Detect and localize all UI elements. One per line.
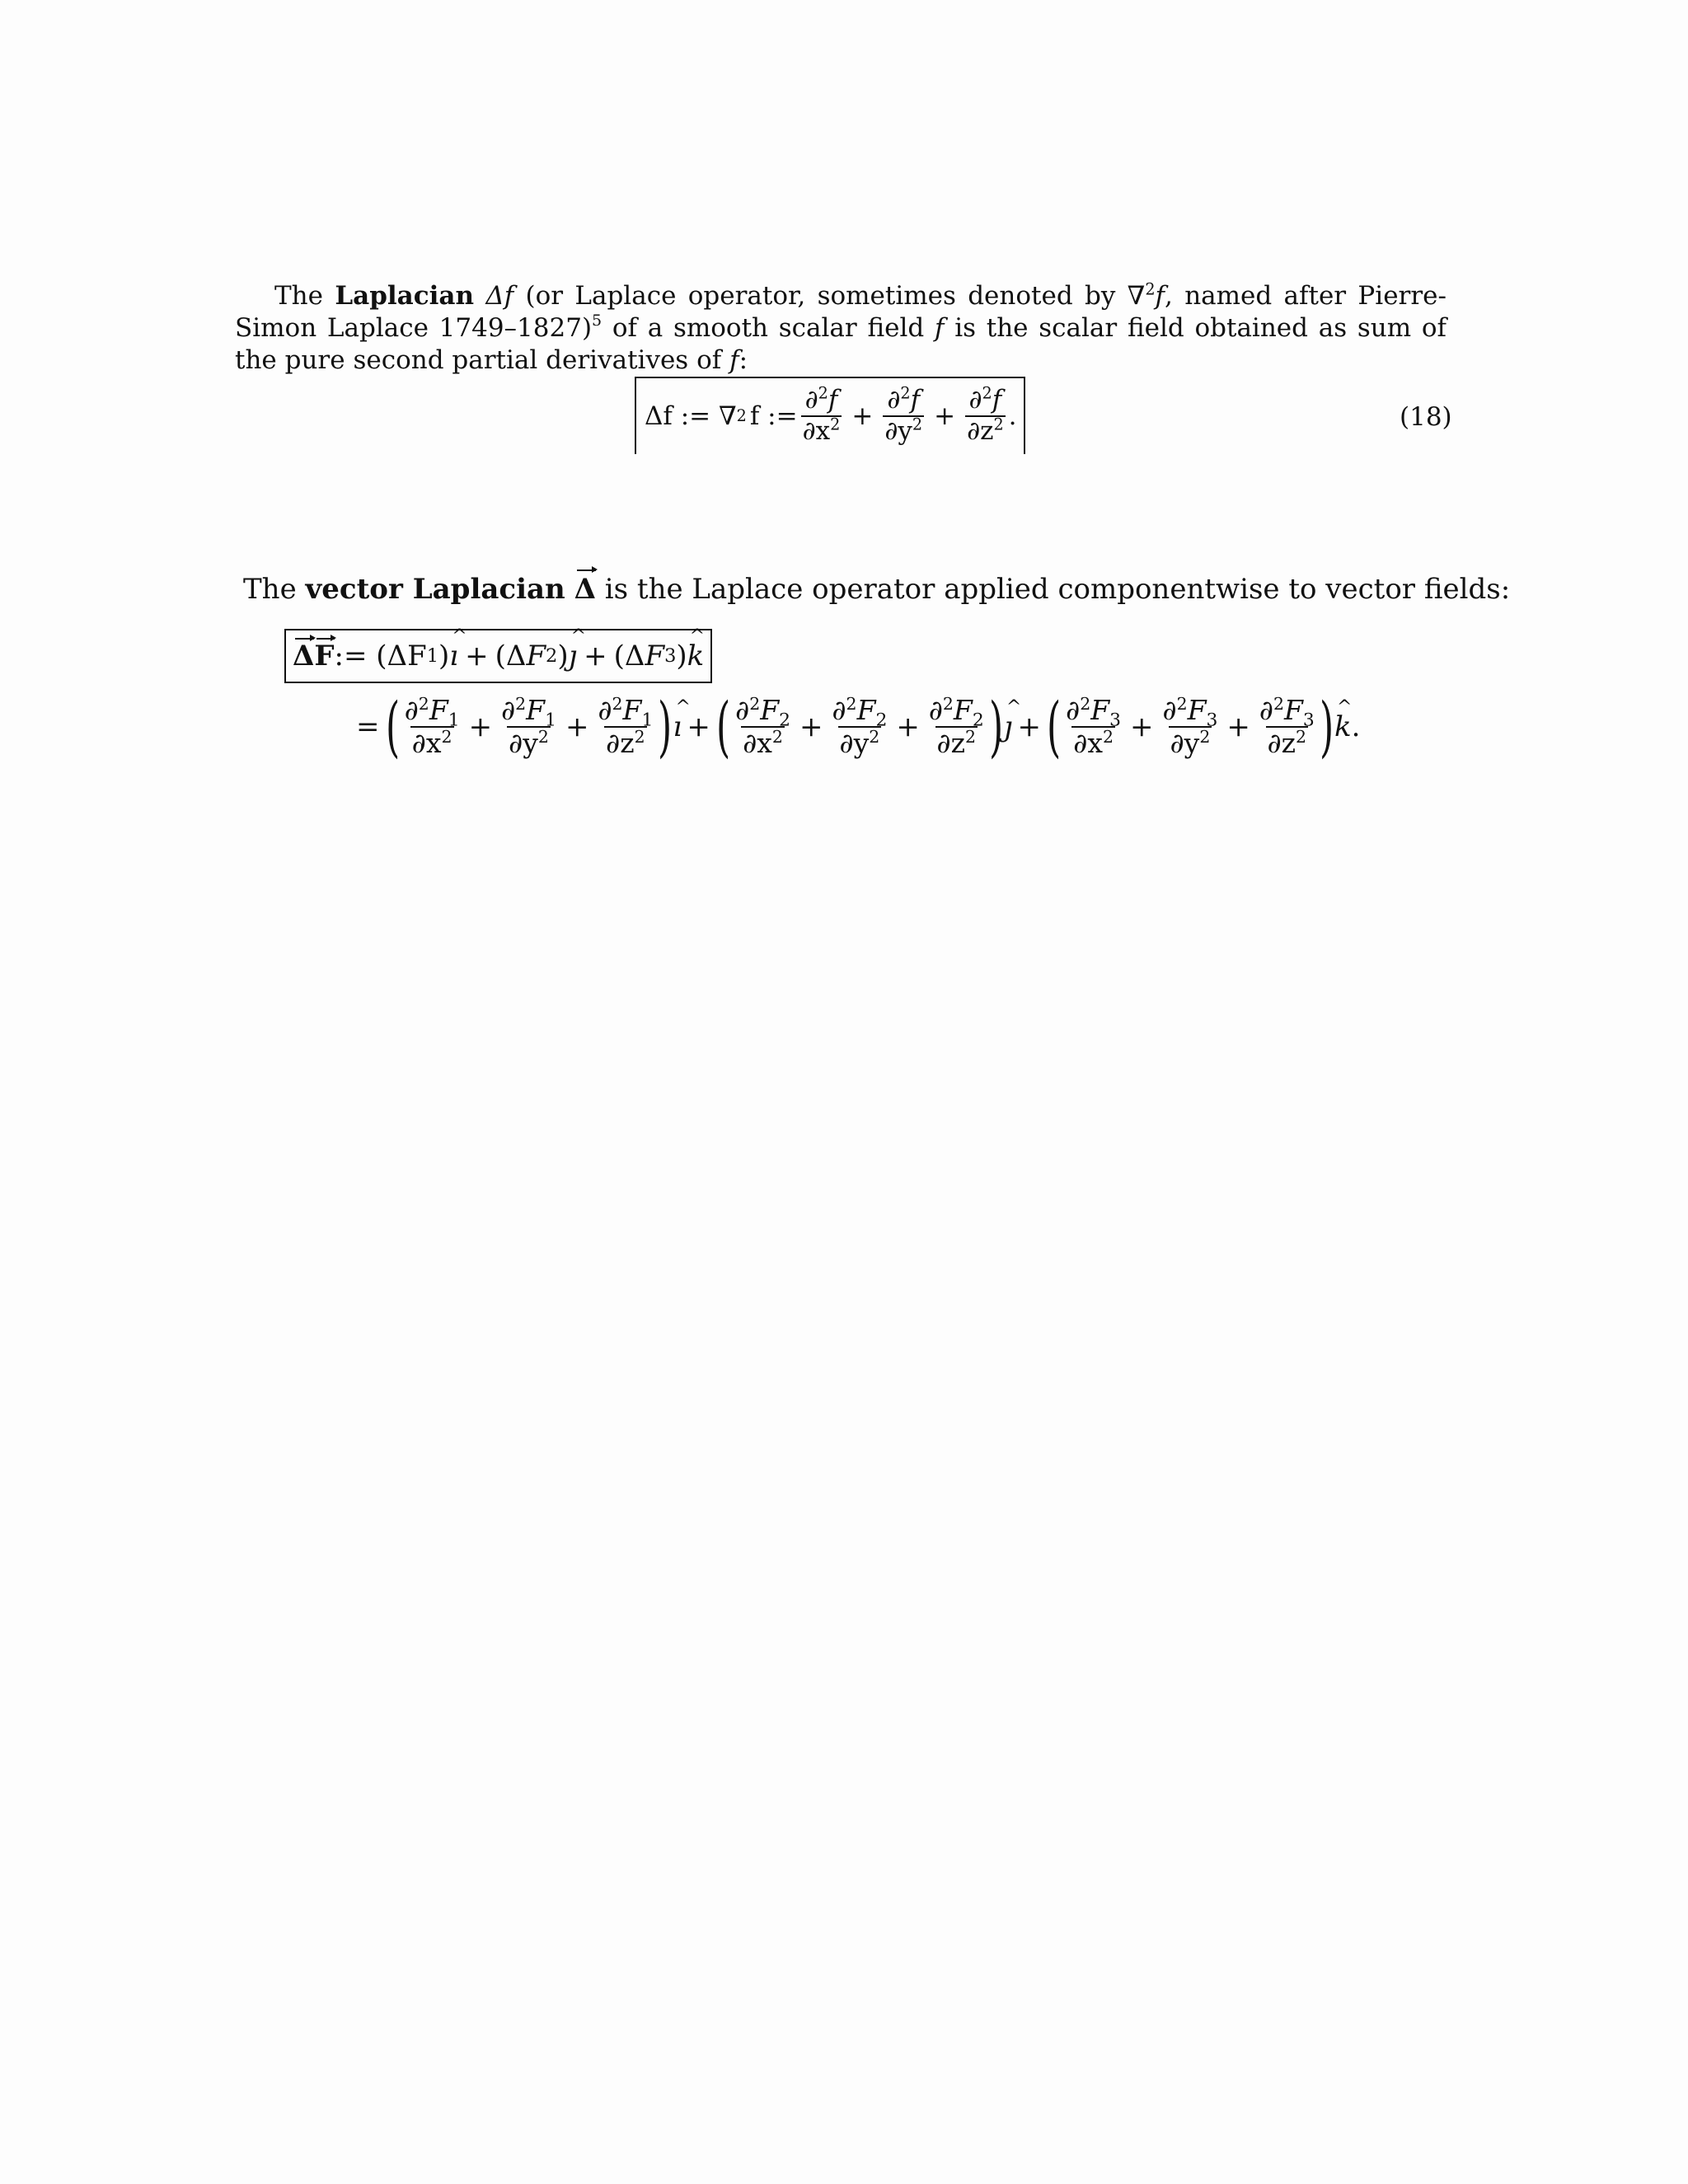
field-f: f [934, 313, 945, 343]
laplacian-paragraph: The Laplacian Δf (or Laplace operator, sometimes denoted by ∇$^2$f, named after Pierre-Simon Laplace 1749–1827)$^5$ of a smooth scalar field f is the scalar field obtained as sum of the pure second partial derivatives of f: [235, 279, 1447, 375]
para1-text-d: is the scalar field obtained as sum of the pure second partial derivatives of [235, 313, 1447, 375]
vec-F: F [314, 640, 335, 673]
para1-text-e: : [738, 345, 748, 375]
field-f-2: f [729, 345, 739, 375]
eq1-lhs: Δf := ∇ [645, 401, 737, 431]
vector-laplacian-expansion: = ( $\frac{\partial^2F_1}{\partial x^2}$ + $\frac{\partial^2F_1}{\partial y^2}$ + $\frac{\partial^2F_1}{\partial z^2}$ ) ı ^ + ( $\frac{\partial^2F_2}{\partial x^2}$ + $\frac{\partial^2F_2}{\partial y^2}$ + $\frac{\partial^2F_2}{\partial z^2}$ ) ȷ ^ + ( $\frac{\partial^2F_3}{\partial x^2}$ + $\frac{\partial^2F_3}{\partial y^2}$ + $\frac{\partial^2F_3}{\partial z^2}$ ) k ^ . [356, 686, 1360, 768]
para1-text-a: (or Laplace operator, sometimes denoted by [513, 281, 1128, 311]
para2-text: is the Laplace operator applied componentwise to vector fields: [595, 573, 1511, 606]
eq1-period: . [1008, 401, 1017, 431]
fraction-dx: $\frac{\partial^2f}{\partial x^2}$ [802, 384, 841, 446]
para1-text-c: of a smooth scalar field [602, 313, 935, 343]
equation-number: (18) [1400, 402, 1452, 432]
vec-delta: Δ [293, 640, 315, 673]
laplacian-term: Laplacian [335, 281, 475, 311]
vector-laplacian-paragraph [243, 571, 1511, 607]
para1-text-b: , named after Pierre-Simon Laplace 1749–1827) [235, 281, 1447, 343]
eq1-lhs-f: f := [749, 401, 798, 431]
fraction-dz: $\frac{\partial^2f}{\partial z^2}$ [967, 384, 1004, 446]
plus-sign: + [851, 401, 874, 431]
laplacian-equation-box: Δf := ∇ 2 f := $\frac{\partial^2f}{\partial x^2}$ + $\frac{\partial^2f}{\partial y^2}$ + $\frac{\partial^2f}{\partial z^2}$ . [635, 377, 1025, 454]
nabla-symbol: ∇ [1127, 281, 1146, 311]
para1-intro: The [274, 281, 323, 311]
footnote-marker: 5 [592, 311, 603, 330]
fraction-dy: $\frac{\partial^2f}{\partial y^2}$ [884, 384, 923, 446]
plus-sign-2: + [934, 401, 956, 431]
vector-delta-symbol: Δ [574, 573, 596, 606]
vector-laplacian-definition-box: Δ F := (ΔF 1 ) ı ^ + (Δ F 2 ) ȷ ^ + (Δ F 3 ) k ^ [284, 629, 712, 683]
para2-intro: The [243, 573, 306, 606]
laplacian-symbol: Δf [485, 281, 514, 311]
vector-laplacian-term: vector Laplacian [305, 573, 565, 606]
